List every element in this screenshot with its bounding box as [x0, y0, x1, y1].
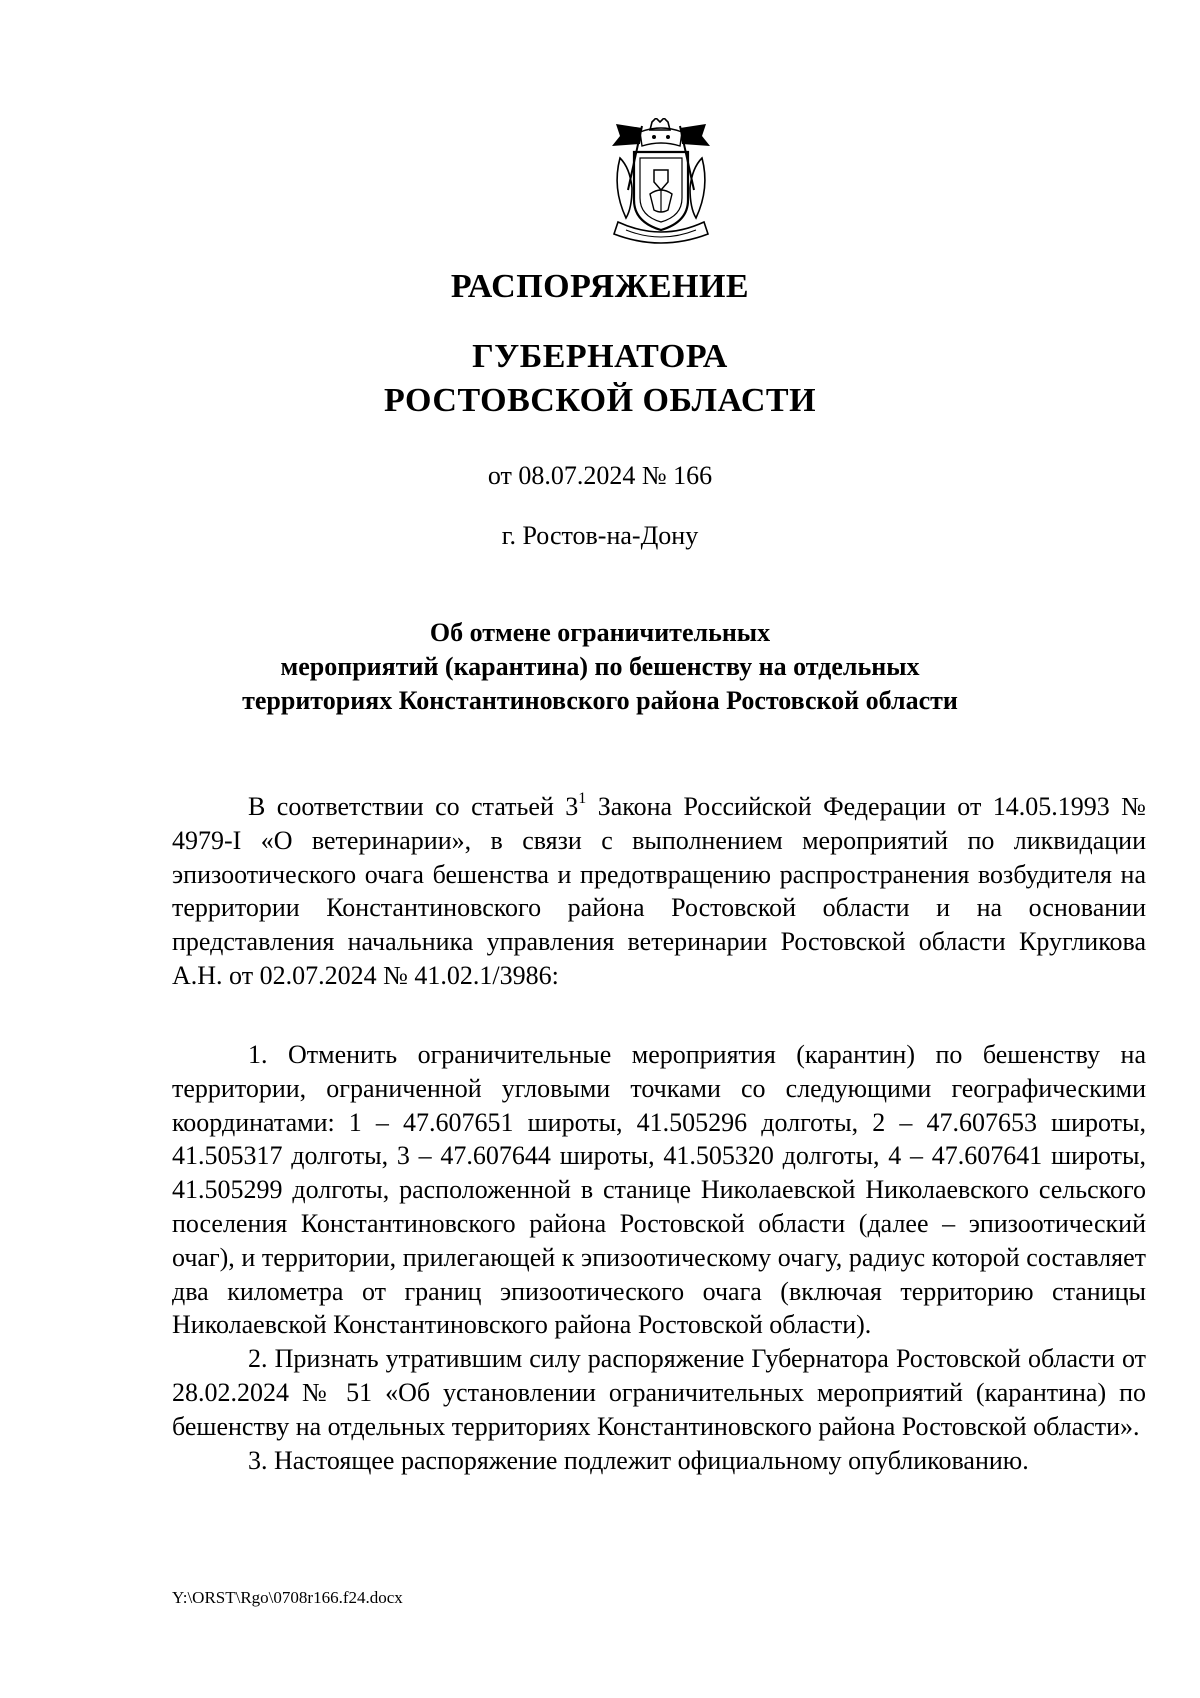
rostov-oblast-coat-of-arms-icon [602, 118, 720, 248]
intro-text-post: Закона Российской Федерации от 14.05.1993 № 4979-I «О ветеринарии», в связи с выполнением мероприятий по ликвидации эпизоотического очага бешенства и предотвращению распространения возбудителя на территории Константиновского района Ростовской области и на основании представления начальника управления ветеринарии Ростовской области Кругликова А.Н. от 02.07.2024 № 41.02.1/3986: [172, 792, 1146, 990]
footer-file-path: Y:\ORST\Rgo\0708r166.f24.docx [172, 1588, 403, 1607]
intro-paragraph-block [172, 790, 1146, 993]
subject-line1: Об отмене ограничительных [429, 618, 771, 647]
issuer-heading-line1: ГУБЕРНАТОРА [472, 338, 728, 375]
order-item-1: 1. Отменить ограничительные мероприятия (карантин) по бешенству на территории, ограниченной угловыми точками со следующими географическими координатами: 1 – 47.607651 широты, 41.505296 долготы, 2 – 47.607653 широты, 41.505317 долготы, 3 – 47.607644 широты, 41.505320 долготы, 4 – 47.607641 широты, 41.505299 долготы, расположенной в станице Николаевской Николаевского сельского поселения Константиновского района Ростовской области (далее – эпизоотический очаг), и территории, прилегающей к эпизоотическому очагу, радиус которой составляет два километра от границ эпизоотического очага (включая территорию станицы Николаевской Константиновского района Ростовской области). [172, 1040, 1146, 1340]
subject-line3: территориях Константиновского района Ростовской области [242, 686, 958, 715]
document-type-heading: РАСПОРЯЖЕНИЕ [450, 268, 750, 305]
order-item-2: 2. Признать утратившим силу распоряжение Губернатора Ростовской области от 28.02.2024 № 51 «Об установлении ограничительных мероприятий (карантина) по бешенству на отдельных территориях Константиновского района Ростовской области». [172, 1344, 1146, 1441]
document-date-number: от 08.07.2024 № 166 [487, 461, 713, 490]
intro-superscript: 1 [578, 790, 587, 807]
order-item-3: 3. Настоящее распоряжение подлежит официальному опубликованию. [248, 1445, 1029, 1475]
document-subject [0, 616, 1200, 718]
intro-text-pre: В соответствии со статьей 3 [248, 792, 579, 821]
subject-line2: мероприятий (карантина) по бешенству на отдельных [280, 652, 920, 681]
order-items-block [172, 1038, 1146, 1477]
intro-paragraph [172, 790, 1146, 993]
issuer-heading-line2: РОСТОВСКОЙ ОБЛАСТИ [383, 382, 817, 419]
document-city: г. Ростов-на-Дону [501, 521, 699, 550]
